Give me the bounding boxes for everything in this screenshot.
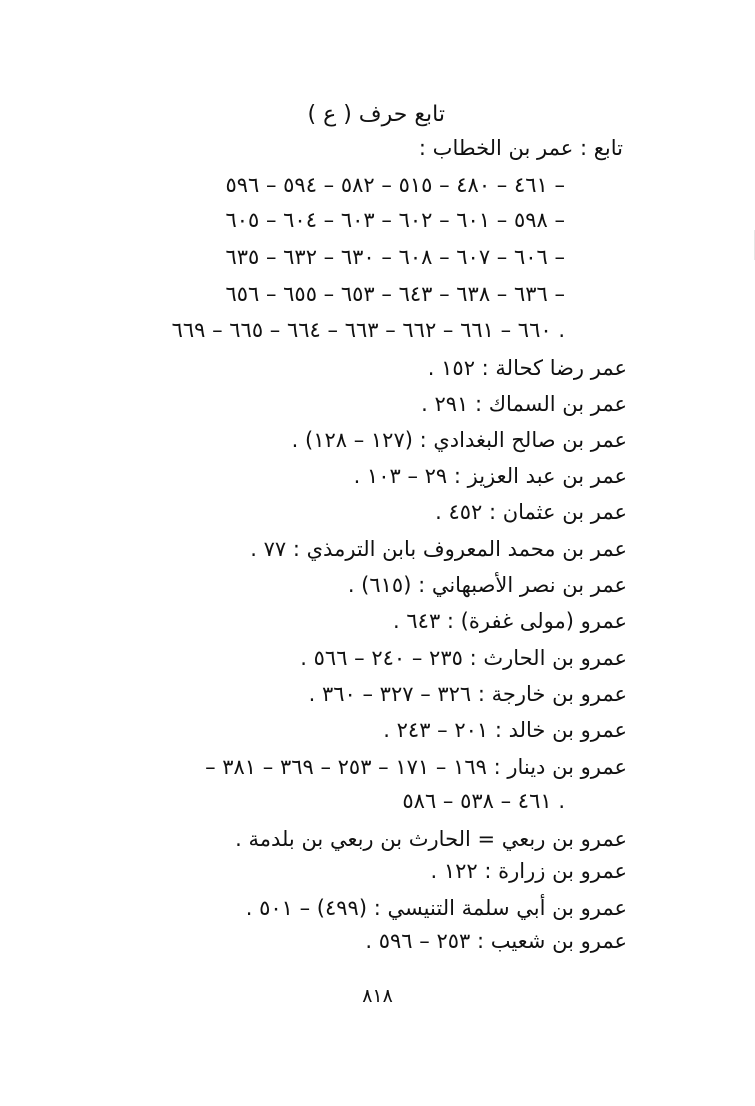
- section-heading: تابع حرف ( ع ): [307, 102, 445, 127]
- reference-row: ٦٦٠ – ٦٦١ – ٦٦٢ – ٦٦٣ – ٦٦٤ – ٦٦٥ – ٦٦٩ .: [171, 318, 565, 342]
- index-entry: عمرو بن ربعي = الحارث بن ربعي بن بلدمة .: [235, 827, 627, 851]
- index-entry: عمرو بن الحارث : ٢٣٥ – ٢٤٠ – ٥٦٦ .: [300, 646, 627, 670]
- index-entry: عمر بن السماك : ٢٩١ .: [421, 392, 627, 416]
- index-entry: عمر بن محمد المعروف بابن الترمذي : ٧٧ .: [250, 537, 627, 561]
- index-entry-continuation: ٤٦١ – ٥٣٨ – ٥٨٦ .: [402, 789, 565, 813]
- reference-row: ٦٠٦ – ٦٠٧ – ٦٠٨ – ٦٣٠ – ٦٣٢ – ٦٣٥ –: [225, 245, 565, 269]
- index-entry: عمرو بن دينار : ١٦٩ – ١٧١ – ٢٥٣ – ٣٦٩ – ٣٨١ –: [205, 755, 627, 779]
- index-entry: عمرو بن خارجة : ٣٢٦ – ٣٢٧ – ٣٦٠ .: [308, 682, 627, 706]
- index-entry: عمرو بن شعيب : ٢٥٣ – ٥٩٦ .: [365, 929, 627, 953]
- page-number: ٨١٨: [362, 985, 393, 1007]
- index-entry: عمرو بن أبي سلمة التنيسي : (٤٩٩) – ٥٠١ .: [245, 896, 627, 920]
- entry-subheading: تابع : عمر بن الخطاب :: [418, 136, 623, 160]
- reference-row: ٥٩٨ – ٦٠١ – ٦٠٢ – ٦٠٣ – ٦٠٤ – ٦٠٥ –: [225, 208, 565, 232]
- reference-row: ٤٦١ – ٤٨٠ – ٥١٥ – ٥٨٢ – ٥٩٤ – ٥٩٦ –: [225, 173, 565, 197]
- index-entry: عمر بن نصر الأصبهاني : (٦١٥) .: [347, 573, 627, 597]
- index-entry: عمر بن عبد العزيز : ٢٩ – ١٠٣ .: [353, 464, 627, 488]
- index-entry: عمر بن عثمان : ٤٥٢ .: [435, 500, 627, 524]
- index-entry: عمر رضا كحالة : ١٥٢ .: [427, 356, 627, 380]
- index-entry: عمرو بن خالد : ٢٠١ – ٢٤٣ .: [383, 718, 627, 742]
- index-entry: عمر بن صالح البغدادي : (١٢٧ – ١٢٨) .: [291, 428, 627, 452]
- index-entry: عمرو بن زرارة : ١٢٢ .: [430, 859, 627, 883]
- reference-row: ٦٣٦ – ٦٣٨ – ٦٤٣ – ٦٥٣ – ٦٥٥ – ٦٥٦ –: [225, 282, 565, 306]
- index-entry: عمرو (مولى غفرة) : ٦٤٣ .: [393, 609, 627, 633]
